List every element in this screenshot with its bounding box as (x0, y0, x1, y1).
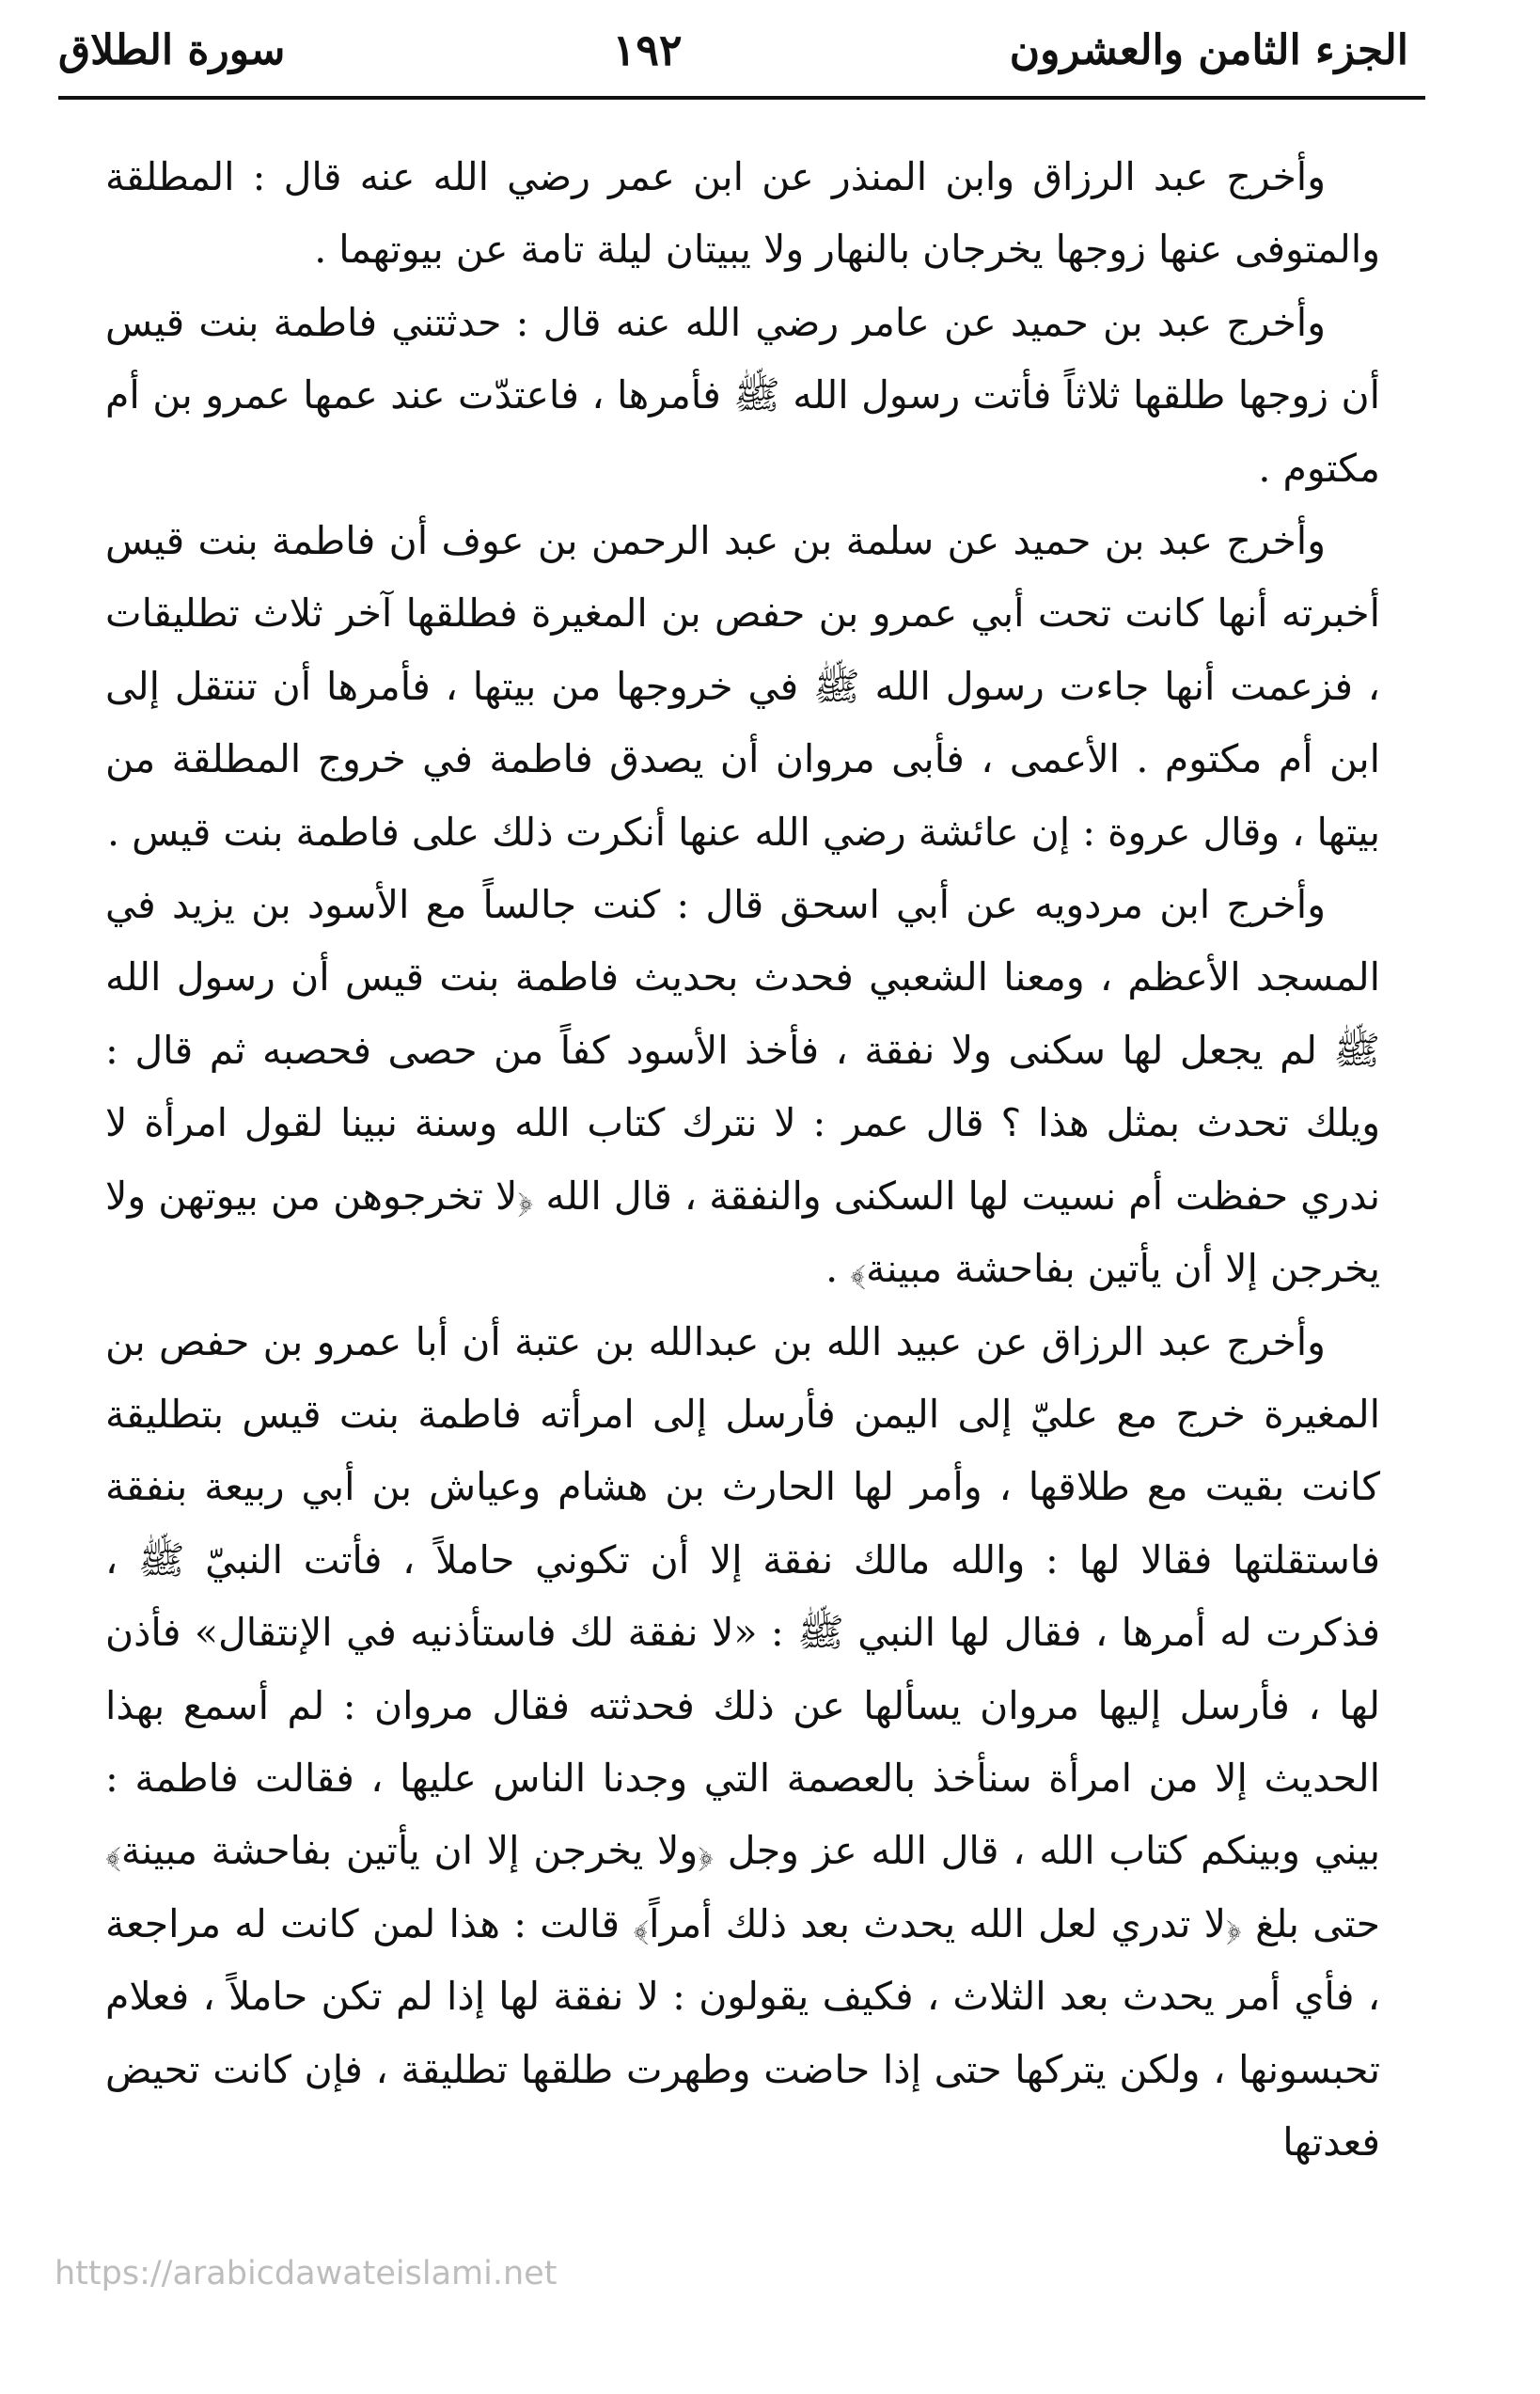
header-part-label: الجزء الثامن والعشرون (1009, 25, 1408, 74)
running-header (58, 17, 1408, 83)
paragraph-1: وأخرج عبد الرزاق وابن المنذر عن ابن عمر رضي الله عنه قال : المطلقة والمتوفى عنها زوجها يخرجان بالنهار ولا يبيتان ليلة تامة عن بيوتهما . (105, 154, 1380, 273)
main-text (105, 141, 1380, 2179)
watermark-url: https://arabicdawateislami.net (55, 2255, 558, 2292)
paragraph-3: وأخرج عبد بن حميد عن سلمة بن عبد الرحمن بن عوف أن فاطمة بنت قيس أخبرته أنها كانت تحت أبي عمرو بن حفص بن المغيرة فطلقها آخر ثلاث تطليقات ، فزعمت أنها جاءت رسول الله ﷺ في خروجها من بيتها ، فأمرها أن تنتقل إلى ابن أم مكتوم . الأعمى ، فأبى مروان أن يصدق فاطمة في خروج المطلقة من بيتها ، وقال عروة : إن عائشة رضي الله عنها أنكرت ذلك على فاطمة بنت قيس . (105, 518, 1380, 855)
paragraph-2: وأخرج عبد بن حميد عن عامر رضي الله عنه قال : حدثتني فاطمة بنت قيس أن زوجها طلقها ثلاثاً فأتت رسول الله ﷺ فأمرها ، فاعتدّت عند عمها عمرو بن أم مكتوم . (105, 299, 1380, 491)
page-number: ١٩٢ (612, 24, 683, 75)
paragraph-4: وأخرج ابن مردويه عن أبي اسحق قال : كنت جالساً مع الأسود بن يزيد في المسجد الأعظم ، ومعنا الشعبي فحدث بحديث فاطمة بنت قيس أن رسول الله ﷺ لم يجعل لها سكنى ولا نفقة ، فأخذ الأسود كفاً من حصى فحصبه ثم قال : ويلك تحدث بمثل هذا ؟ قال عمر : لا نترك كتاب الله وسنة نبينا لقول امرأة لا ندري حفظت أم نسيت لها السكنى والنفقة ، قال الله ﴿لا تخرجوهن من بيوتهن ولا يخرجن إلا أن يأتين بفاحشة مبينة﴾ . (105, 882, 1380, 1292)
header-surah-label: سورة الطلاق (58, 25, 286, 74)
paragraph-5: وأخرج عبد الرزاق عن عبيد الله بن عبدالله بن عتبة أن أبا عمرو بن حفص بن المغيرة خرج مع عليّ إلى اليمن فأرسل إلى امرأته فاطمة بنت قيس بتطليقة كانت بقيت مع طلاقها ، وأمر لها الحارث بن هشام وعياش بن أبي ربيعة بنفقة فاستقلتها فقالا لها : والله مالك نفقة إلا أن تكوني حاملاً ، فأتت النبيّ ﷺ ، فذكرت له أمرها ، فقال لها النبي ﷺ : «لا نفقة لك فاستأذنيه في الإنتقال» فأذن لها ، فأرسل إليها مروان يسألها عن ذلك فحدثته فقال مروان : لم أسمع بهذا الحديث إلا من امرأة سنأخذ بالعصمة التي وجدنا الناس عليها ، فقالت فاطمة : بيني وبينكم كتاب الله ، قال الله عز وجل ﴿ولا يخرجن إلا ان يأتين بفاحشة مبينة﴾ حتى بلغ ﴿لا تدري لعل الله يحدث بعد ذلك أمراً﴾ قالت : هذا لمن كانت له مراجعة ، فأي أمر يحدث بعد الثلاث ، فكيف يقولون : لا نفقة لها إذا لم تكن حاملاً ، فعلام تحبسونها ، ولكن يتركها حتى إذا حاضت وطهرت طلقها تطليقة ، فإن كانت تحيض فعدتها (105, 1318, 1380, 2165)
header-rule (58, 96, 1425, 100)
